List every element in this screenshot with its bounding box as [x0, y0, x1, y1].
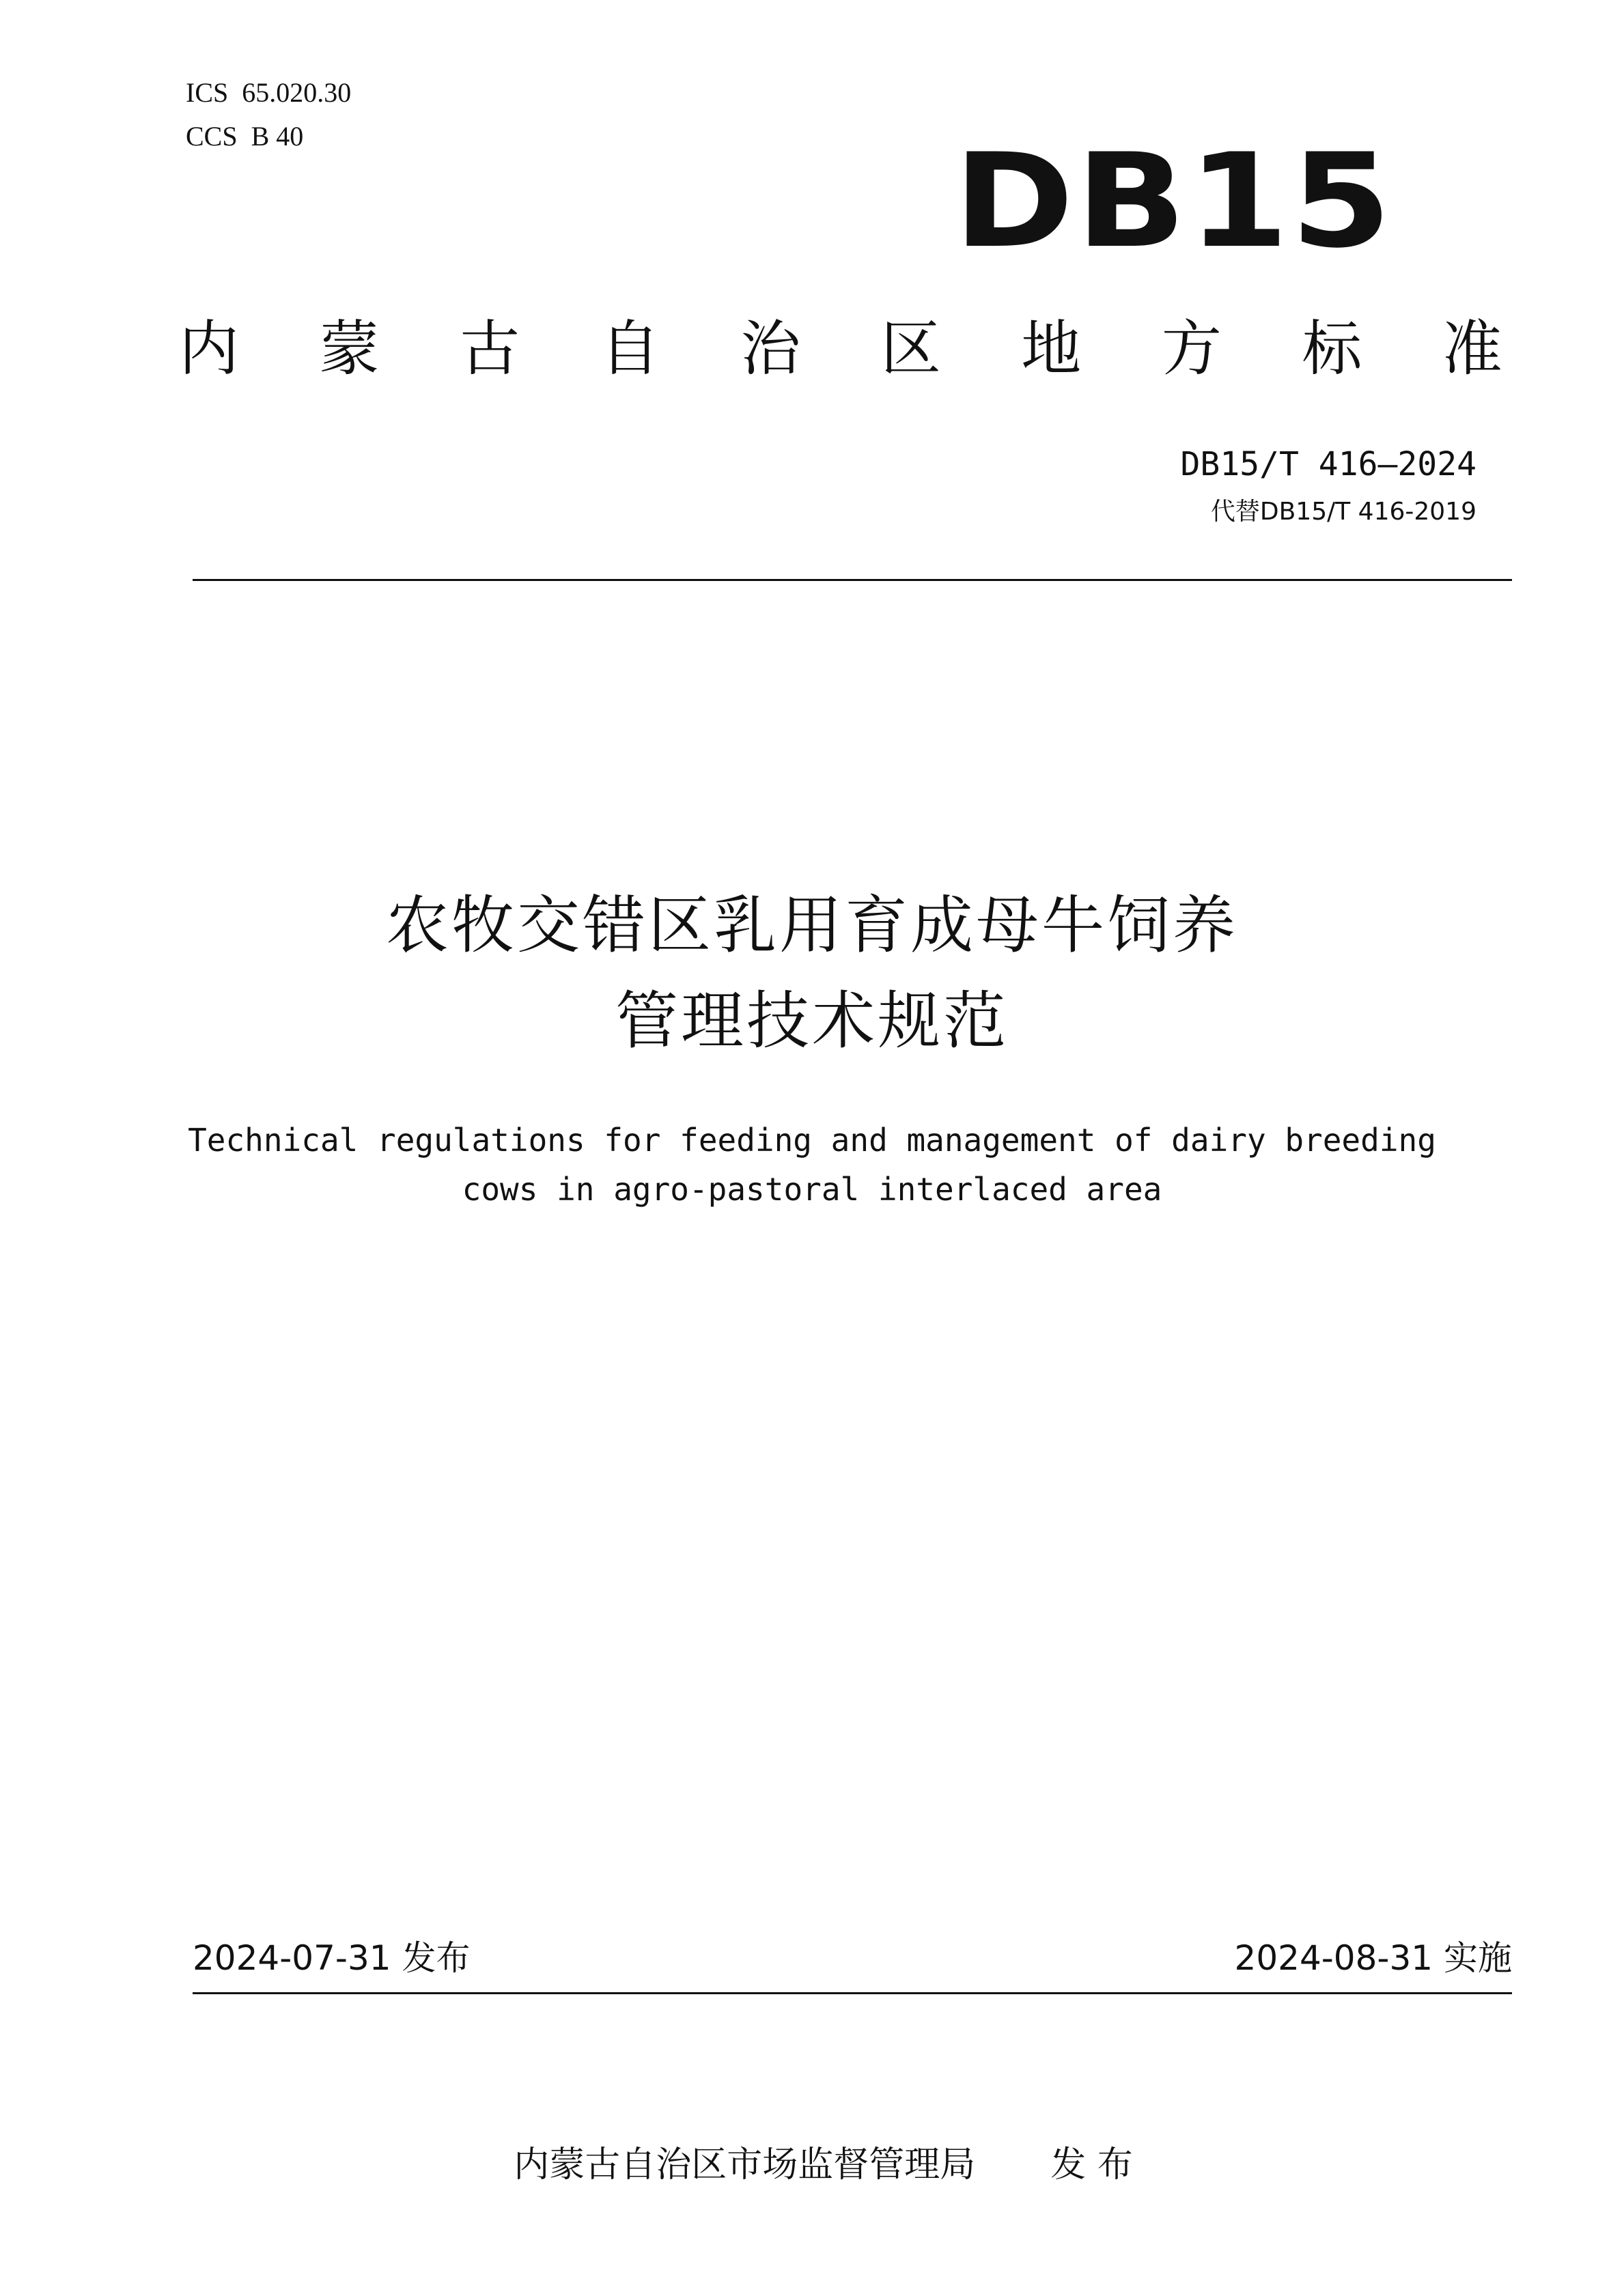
- standard-type-char: 区: [880, 313, 941, 384]
- english-title-line-2: cows in agro-pastoral interlaced area: [462, 1171, 1162, 1208]
- chinese-title-line-2: 管理技术规范: [615, 984, 1009, 1058]
- replaces-note: 代替DB15/T 416-2019: [1210, 498, 1476, 526]
- bottom-divider: [193, 1992, 1512, 1994]
- standard-type-char: 地: [1021, 313, 1082, 384]
- chinese-title-line-1: 农牧交错区乳用育成母牛饲养: [385, 889, 1238, 962]
- standard-type-char: 内: [179, 313, 240, 384]
- publisher-action: 发 布: [1050, 2144, 1133, 2185]
- standard-type-char: 自: [600, 313, 660, 384]
- implementation-date: 2024-08-31 实施: [1234, 1938, 1512, 1978]
- ccs-code: CCS B 40: [186, 121, 304, 152]
- standard-type-char: 古: [460, 313, 520, 384]
- publisher-name: 内蒙古自治区市场监督管理局: [514, 2144, 976, 2185]
- db15-logo: DB15: [953, 126, 1393, 277]
- standard-type-char: 蒙: [319, 313, 380, 384]
- standard-type-heading: [179, 311, 1502, 386]
- standard-type-char: 治: [740, 313, 801, 384]
- english-title-line-1: Technical regulations for feeding and management of dairy breeding: [188, 1122, 1436, 1159]
- standard-type-char: 方: [1161, 313, 1222, 384]
- standard-type-char: 标: [1302, 313, 1362, 384]
- top-divider: [193, 579, 1512, 581]
- issue-date: 2024-07-31 发布: [193, 1938, 471, 1978]
- standard-type-char: 准: [1442, 313, 1502, 384]
- standard-number: DB15/T 416—2024: [1180, 445, 1476, 483]
- ics-code: ICS 65.020.30: [186, 77, 352, 108]
- publisher-line: [0, 2097, 1624, 2187]
